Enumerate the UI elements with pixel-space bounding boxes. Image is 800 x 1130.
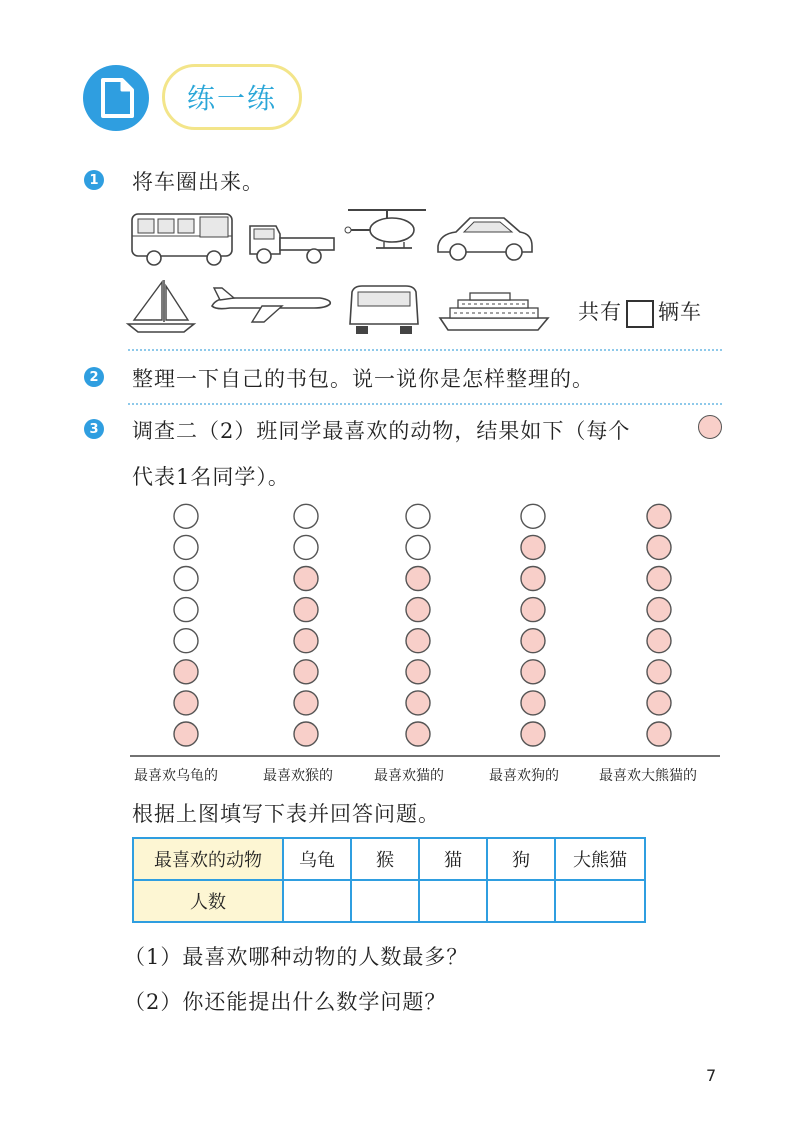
filled-circle [647,629,671,653]
table-count-cell[interactable] [419,880,487,922]
filled-circle [521,598,545,622]
question-number-2: 2 [84,367,104,387]
sub-question-1: （1）最喜欢哪种动物的人数最多？ [124,945,469,969]
divider-1 [128,349,722,351]
empty-circle [406,535,430,559]
animal-count-table [132,837,646,923]
filled-circle [647,598,671,622]
filled-circle [647,567,671,591]
filled-circle [521,722,545,746]
section-title: 练一练 [162,64,302,130]
filled-circle [294,660,318,684]
empty-circle [406,504,430,528]
question-3-text-line2: 代表1名同学）。 [132,465,290,489]
car-image[interactable] [434,210,536,268]
answer-suffix: 辆车 [658,300,702,324]
filled-circle [521,660,545,684]
table-count-cell[interactable] [351,880,419,922]
empty-circle [174,567,198,591]
filled-circle [521,535,545,559]
filled-circle [406,722,430,746]
empty-circle [174,598,198,622]
empty-circle [174,629,198,653]
pictograph-chart [120,498,730,760]
table-header-row [133,838,645,880]
filled-circle [406,629,430,653]
empty-circle [521,504,545,528]
vehicle-count-answer [578,296,702,328]
table-header-label: 最喜欢的动物 [133,838,283,880]
question-2-text: 整理一下自己的书包。说一说你是怎样整理的。 [132,367,594,391]
filled-circle [647,722,671,746]
answer-box[interactable] [626,300,654,328]
question-1-text: 将车圈出来。 [132,170,264,194]
filled-circle [647,535,671,559]
category-label-panda: 最喜欢大熊猫的 [599,768,697,784]
category-label-turtle: 最喜欢乌龟的 [134,768,218,784]
ship-image[interactable] [436,288,552,334]
question-number-3: 3 [84,419,104,439]
filled-circle [647,504,671,528]
sub-question-2: （2）你还能提出什么数学问题？ [124,990,447,1014]
category-label-monkey: 最喜欢猴的 [263,768,333,784]
filled-circle [174,691,198,715]
filled-circle [406,598,430,622]
empty-circle [174,504,198,528]
bus-image[interactable] [128,206,240,270]
answer-prefix: 共有 [578,300,622,324]
truck-image[interactable] [244,214,338,268]
filled-circle [294,598,318,622]
divider-2 [128,403,722,405]
van-image[interactable] [346,282,422,338]
filled-circle [174,722,198,746]
table-animal-monkey: 猴 [351,838,419,880]
legend-circle [698,415,722,439]
table-instruction: 根据上图填写下表并回答问题。 [132,802,440,826]
category-label-cat: 最喜欢猫的 [374,768,444,784]
table-animal-dog: 狗 [487,838,555,880]
empty-circle [174,535,198,559]
question-3-text-line1: 调查二（2）班同学最喜欢的动物，结果如下（每个 [132,419,631,443]
filled-circle [521,567,545,591]
filled-circle [174,660,198,684]
filled-circle [294,722,318,746]
filled-circle [294,567,318,591]
filled-circle [294,629,318,653]
filled-circle [294,691,318,715]
empty-circle [294,504,318,528]
table-count-cell[interactable] [283,880,351,922]
category-label-dog: 最喜欢狗的 [489,768,559,784]
empty-circle [294,535,318,559]
filled-circle [406,660,430,684]
table-animal-panda: 大熊猫 [555,838,645,880]
practice-document-icon [82,64,150,132]
table-count-row [133,880,645,922]
filled-circle [647,660,671,684]
airplane-image[interactable] [208,284,334,324]
table-animal-cat: 猫 [419,838,487,880]
table-animal-turtle: 乌龟 [283,838,351,880]
table-row-label: 人数 [133,880,283,922]
helicopter-image[interactable] [342,200,430,258]
filled-circle [521,629,545,653]
page-number: 7 [706,1066,717,1085]
table-count-cell[interactable] [487,880,555,922]
sailboat-image[interactable] [124,276,198,336]
filled-circle [647,691,671,715]
table-count-cell[interactable] [555,880,645,922]
question-number-1: 1 [84,170,104,190]
filled-circle [521,691,545,715]
filled-circle [406,567,430,591]
filled-circle [406,691,430,715]
